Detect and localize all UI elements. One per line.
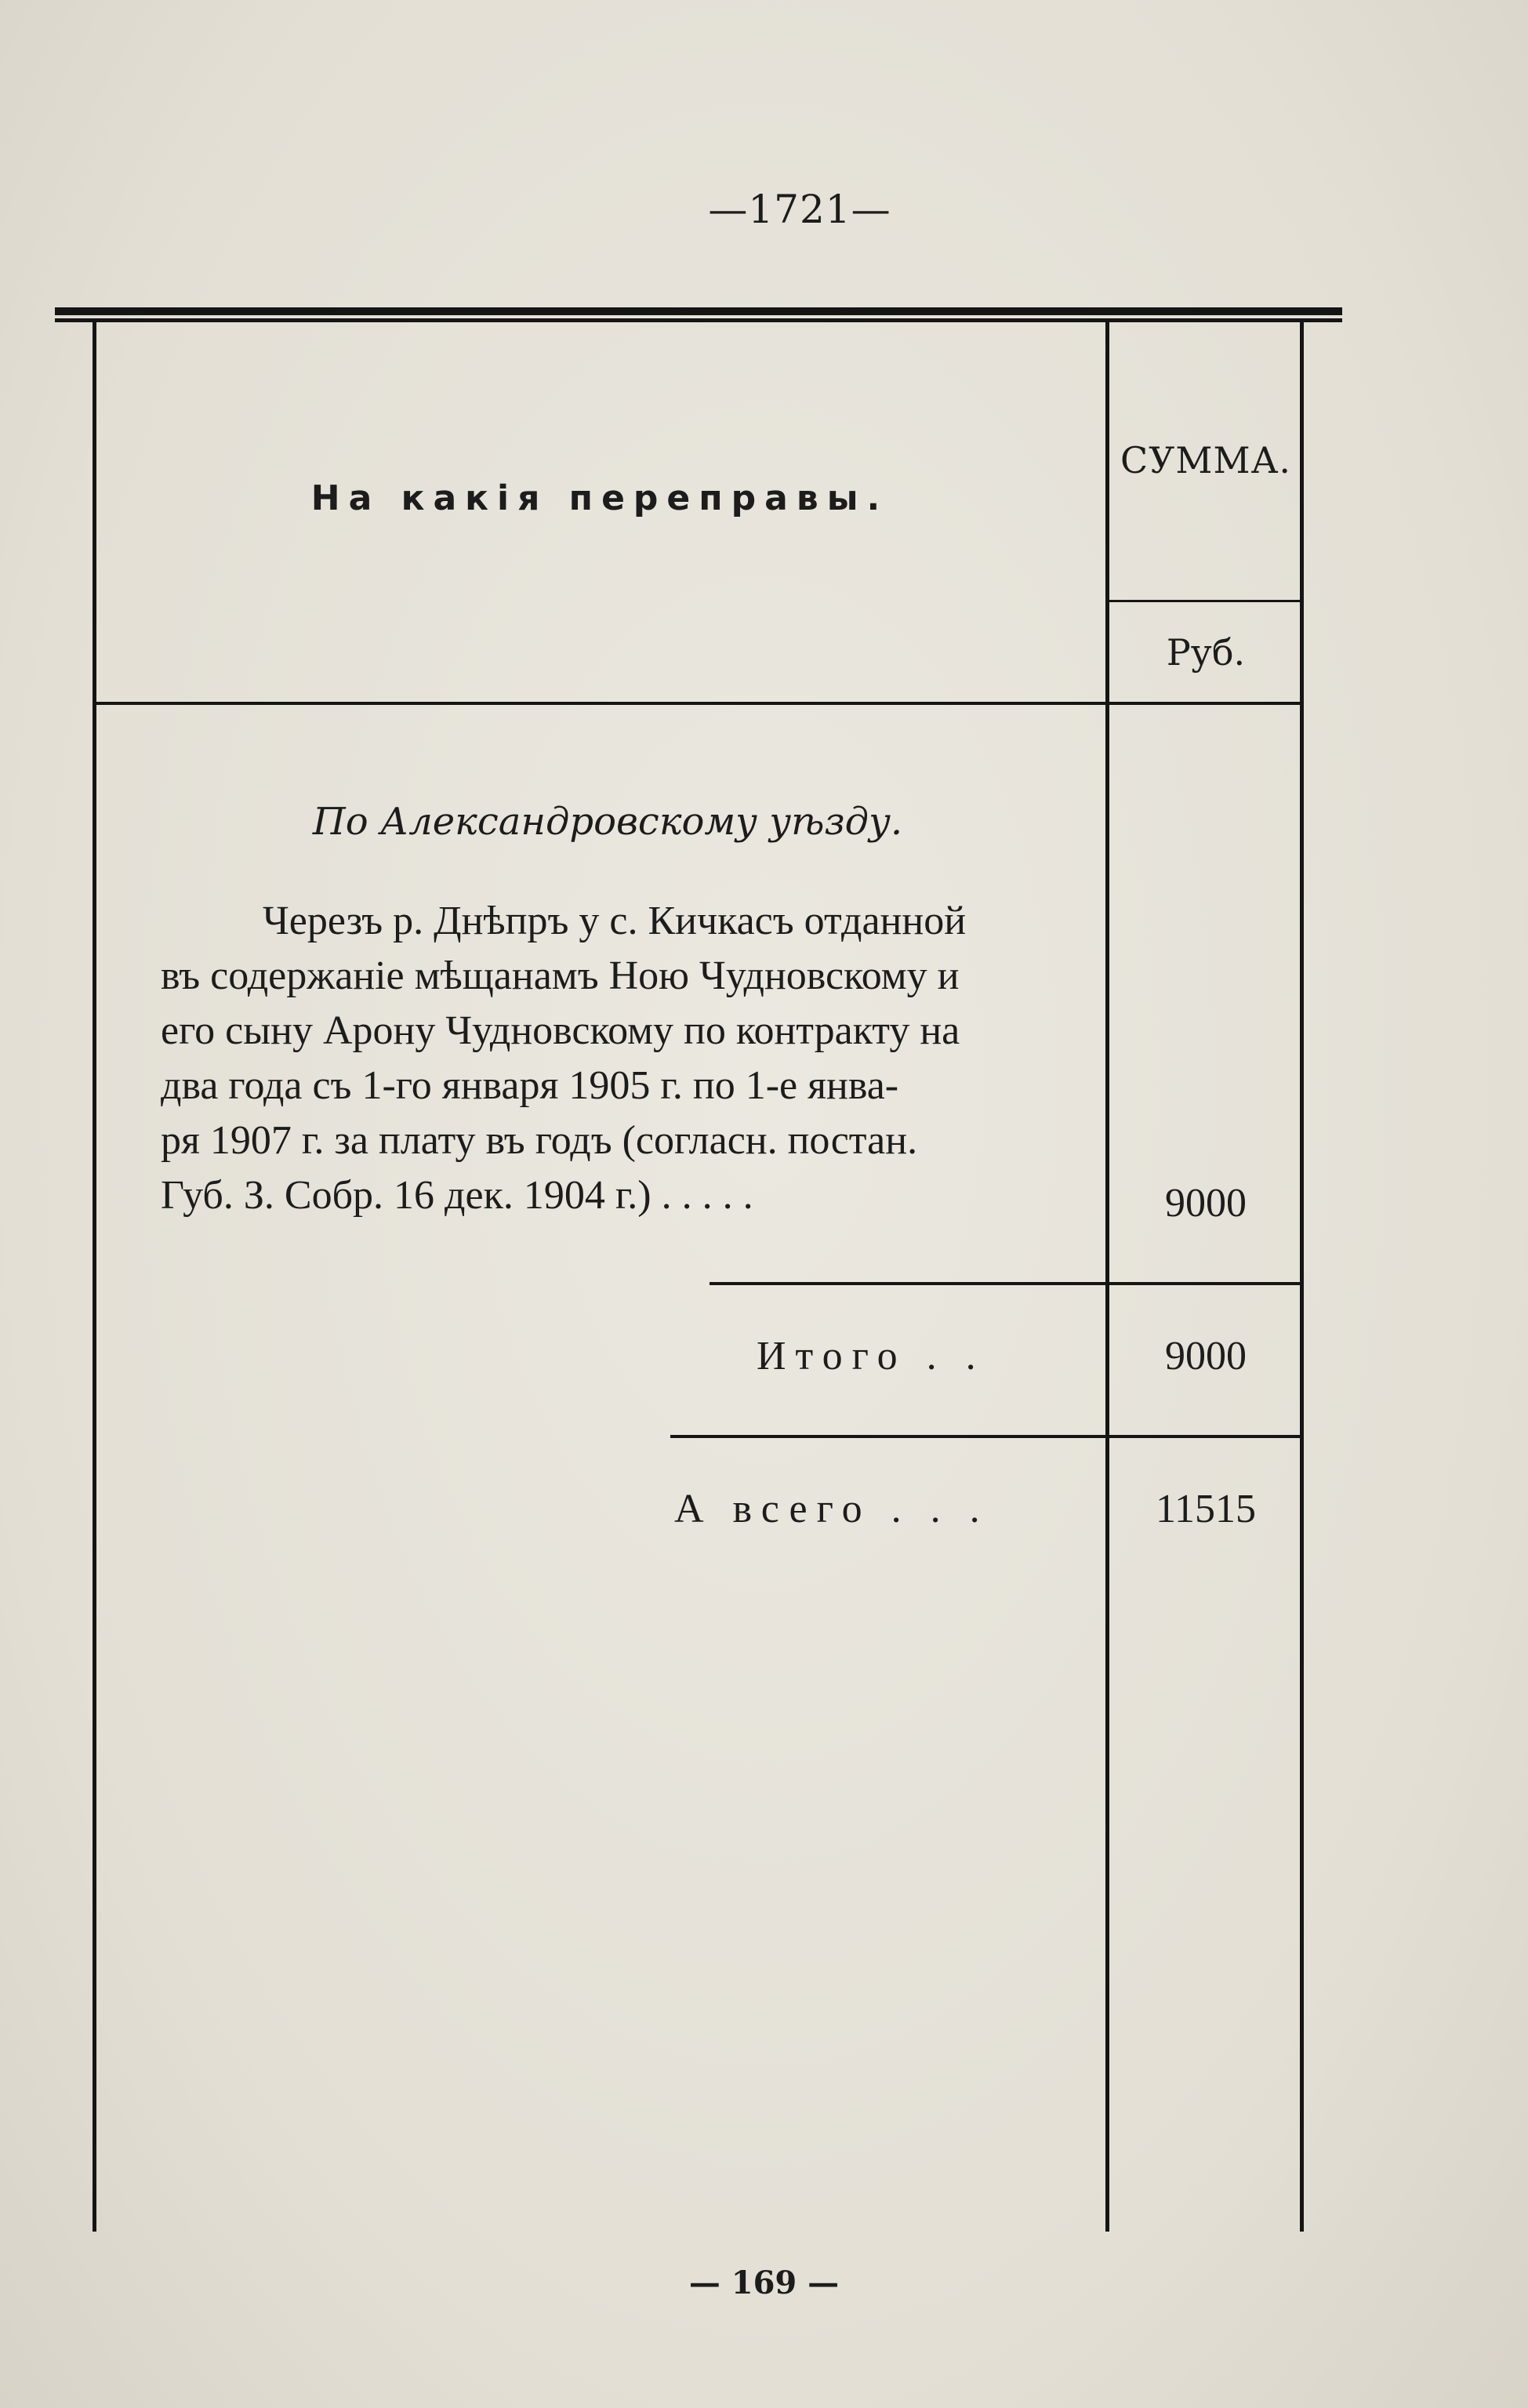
entry-amount: 9000 — [1165, 1181, 1247, 1226]
page-number-footer: — 169 — — [688, 2265, 840, 2301]
column-header-unit: Руб. — [1166, 631, 1246, 674]
table-right-border — [1300, 322, 1304, 2232]
grand-total-rule — [670, 1435, 1301, 1438]
table-left-border — [93, 322, 96, 2232]
table-top-rule — [55, 307, 1342, 315]
sum-unit-rule — [1107, 600, 1301, 602]
subtotal-label: Итого . . — [757, 1334, 985, 1378]
entry-line: его сыну Арону Чудновскому по контракту на — [161, 1008, 960, 1053]
subtotal-amount: 9000 — [1165, 1334, 1247, 1378]
entry-line: ря 1907 г. за плату въ годъ (согласн. постан. — [161, 1118, 918, 1163]
column-header-sum: СУММА. — [1120, 439, 1292, 481]
grand-total-label: А всего . . . — [674, 1487, 989, 1531]
grand-total-amount: 11515 — [1155, 1487, 1257, 1531]
table-column-divider — [1105, 322, 1109, 2232]
page-number-header: —1721— — [708, 187, 891, 232]
entry-line: въ содержаніе мѣщанамъ Ною Чудновскому и — [161, 953, 960, 998]
subtotal-rule — [710, 1282, 1301, 1285]
column-header-crossings: На какія переправы. — [310, 478, 889, 518]
entry-line: два года съ 1-го января 1905 г. по 1-е янва- — [161, 1063, 899, 1108]
table-top-rule-thin — [55, 318, 1342, 322]
entry-line: Губ. З. Собр. 16 дек. 1904 г.) . . . . . — [161, 1173, 753, 1218]
section-heading: По Александровскому уѣзду. — [312, 800, 903, 844]
entry-description — [161, 894, 1090, 1223]
table-header-rule — [94, 702, 1303, 705]
entry-line: Черезъ р. Днѣпръ у с. Кичкасъ отданной — [263, 899, 967, 943]
